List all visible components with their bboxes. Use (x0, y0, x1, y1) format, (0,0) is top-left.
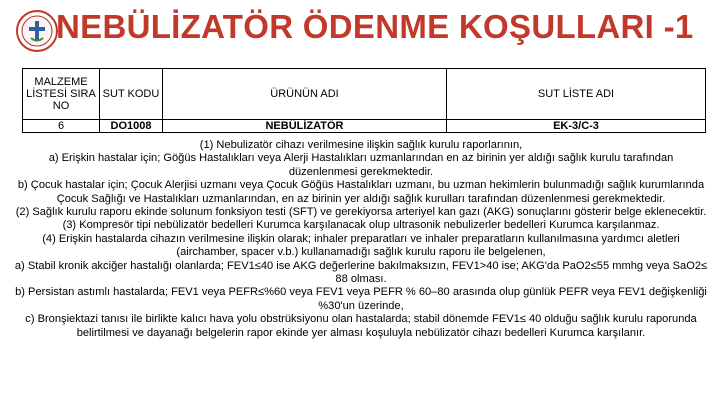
paragraph: b) Çocuk hastalar için; Çocuk Alerjisi uzmanı veya Çocuk Göğüs Hastalıkları uzmanı, bu uzman hekimlerin bulunmadığı sağlık kurumlarında Çocuk Sağlığı ve Hastalıkları uzmanlarından, en az birinin yer aldığı sağlık kurulları tarafından düzenlenmesi gerekmektedir. (17, 179, 705, 205)
paragraph: c) Bronşiektazi tanısı ile birlikte kalıcı hava yolu obstrüksiyonu olan hastalarda; stabil dönemde FEV1≤ 40 olduğu sağlık kurulu raporunda belirtilmesi ve dayanağı belgelerin rapor ekinde yer alması koşuluyla nebülizatör cihazı bedelleri Kurumca karşılanır. (25, 313, 697, 339)
col-header-sut-code: SUT KODU (100, 69, 163, 120)
cell-product-name: NEBÜLİZATÖR (163, 120, 447, 133)
col-header-sut-list: SUT LİSTE ADI (447, 69, 706, 120)
table-row (23, 120, 706, 133)
conditions-text (14, 139, 708, 340)
title-bar (0, 0, 720, 62)
col-header-product-name: ÜRÜNÜN ADI (163, 69, 447, 120)
page-title: NEBÜLİZATÖR ÖDENME KOŞULLARI -1 (56, 8, 694, 45)
table-header-row (23, 69, 706, 120)
paragraph: (4) Erişkin hastalarda cihazın verilmesine ilişkin olarak; inhaler preparatları ve inhaler preparatların kullanılmasına yardımcı aletleri (airchamber, spacer v.b.) kullanamadığı sağlık kurulu raporu ile belgelenen, (42, 232, 680, 259)
paragraph: a) Stabil kronik akciğer hastalığı olanlarda; FEV1≤40 ise AKG değerlerine bakılmaksızın, FEV1>40 ise; AKG'da PaO2≤55 mmhg veya SaO2≤ 88 olması. (14, 259, 708, 286)
paragraph: b) Persistan astımlı hastalarda; FEV1 veya PEFR≤%60 veya FEV1 veya PEFR % 60–80 arasında olup günlük PEFR veya FEV1 değişkenliği %30'un üzerinde, (15, 286, 707, 312)
paragraph: (2) Sağlık kurulu raporu ekinde solunum fonksiyon testi (SFT) ve gerekiyorsa arteriyel kan gazı (AKG) sonuçlarını gösterir belge eklenecektir. (15, 206, 707, 219)
cell-list-no: 6 (23, 120, 100, 133)
paragraph: (3) Kompresör tipi nebülizatör bedelleri Kurumca karşılanacak olup ultrasonik nebulizerler bedelleri Kurumca karşılanmaz. (62, 219, 660, 232)
paragraph: a) Erişkin hastalar için; Göğüs Hastalıkları veya Alerji Hastalıkları uzmanlarından en az birinin yer aldığı sağlık kurulu tarafından düzenlenmesi gerekmektedir. (48, 152, 674, 178)
col-header-list-no: MALZEME LİSTESİ SIRA NO (23, 69, 100, 120)
product-info-table (22, 68, 706, 133)
paragraph: (1) Nebulizatör cihazı verilmesine ilişkin sağlık kurulu raporlarının, (199, 139, 523, 151)
cell-sut-list: EK-3/C-3 (447, 120, 706, 133)
institution-logo (16, 10, 58, 52)
cell-sut-code: DO1008 (100, 120, 163, 133)
